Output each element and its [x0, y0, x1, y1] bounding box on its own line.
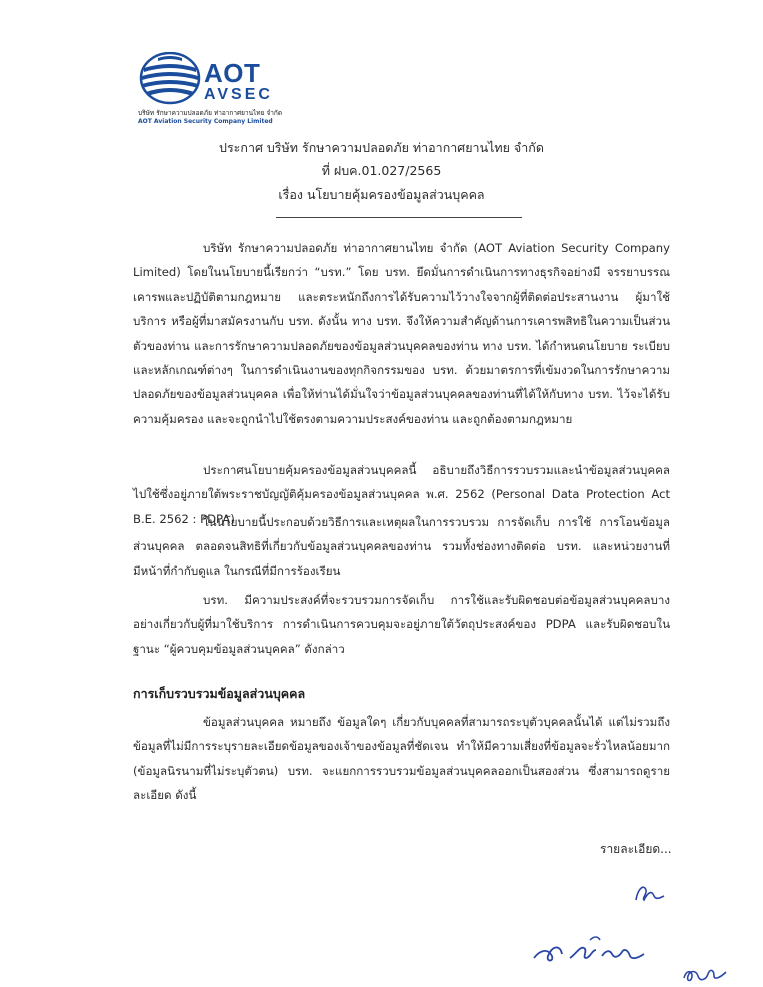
corner-initials-icon — [680, 962, 730, 986]
paragraph-text: บริษัท รักษาความปลอดภัย ท่าอากาศยานไทย จำกัด (AOT Aviation Security Company Limited) โดยในนโยบายนี้เรียกว่า “บรท.” โดย บรท. ยึดมั่นการดำเนินการทางธุรกิจอย่างมี จรรยาบรรณ เคารพและปฏิบัติตามกฎหมาย และตระหนักถึงการได้รับความไว้วางใจจากผู้ที่ติดต่อประสานงาน ผู้มาใช้บริการ หรือผู้ที่มาสมัครงานกับ บรท. ดังนั้น ทาง บรท. จึงให้ความสำคัญด้านการเคารพสิทธิในความเป็นส่วนตัวของท่าน และการรักษาความปลอดภัยของข้อมูลส่วนบุคคลของท่าน ทาง บรท. ได้กำหนดนโยบาย ระเบียบ และหลักเกณฑ์ต่างๆ ในการดำเนินงานของทุกกิจกรรมของ บรท. ด้วยมาตรการที่เข้มงวดในการรักษาความปลอดภัยของข้อมูลส่วนบุคคล เพื่อให้ท่านได้มั่นใจว่าข้อมูลส่วนบุคคลของท่านที่ได้ให้กับทาง บรท. ไว้จะได้รับความคุ้มครอง และจะถูกนำไปใช้ตรงตามความประสงค์ของท่าน และถูกต้องตามกฎหมาย — [133, 241, 670, 426]
paragraph-text: บรท. มีความประสงค์ที่จะรวบรวมการจัดเก็บ การใช้และรับผิดชอบต่อข้อมูลส่วนบุคคลบางอย่างเกี่ยวกับผู้ที่มาใช้บริการ การดำเนินการควบคุมจะอยู่ภายใต้วัตถุประสงค์ของ PDPA และรับผิดชอบในฐานะ “ผู้ควบคุมข้อมูลส่วนบุคคล” ดังกล่าว — [133, 593, 670, 656]
section-heading: การเก็บรวบรวมข้อมูลส่วนบุคคล — [133, 686, 306, 701]
body-paragraph-3 — [133, 510, 670, 583]
logo-english-name: AOT Aviation Security Company Limited — [138, 118, 273, 125]
section-paragraph-1 — [133, 710, 670, 808]
paragraph-text: ข้อมูลส่วนบุคคล หมายถึง ข้อมูลใดๆ เกี่ยวกับบุคคลที่สามารถระบุตัวบุคคลนั้นได้ แต่ไม่รวมถึงข้อมูลที่ไม่มีการระบุรายละเอียดข้อมูลของเจ้าของข้อมูลที่ชัดเจน ทำให้มีความเสี่ยงที่ข้อมูลจะรั่วไหลน้อยมาก (ข้อมูลนิรนามที่ไม่ระบุตัวตน) บรท. จะแยกการรวบรวมข้อมูลส่วนบุคคลออกเป็นสองส่วน ซึ่งสามารถดูรายละเอียด ดังนี้ — [133, 715, 670, 803]
initials-signature-icon — [630, 880, 670, 906]
header-divider — [276, 217, 522, 218]
body-paragraph-1 — [133, 236, 670, 431]
announcement-reference: ที่ ฝบค.01.027/2565 — [321, 163, 442, 178]
globe-logo-icon — [138, 52, 202, 108]
paragraph-text: ในนโยบายนี้ประกอบด้วยวิธีการและเหตุผลในการรวบรวม การจัดเก็บ การใช้ การโอนข้อมูลส่วนบุคคล ตลอดจนสิทธิที่เกี่ยวกับข้อมูลส่วนบุคคลของท่าน รวมทั้งช่องทางติดต่อ บรท. และหน่วยงานที่มีหน้าที่กำกับดูแล ในกรณีที่มีการร้องเรียน — [133, 515, 670, 578]
paragraph-text: ประกาศนโยบายคุ้มครองข้อมูลส่วนบุคคลนี้ อธิบายถึงวิธีการรวบรวมและนำข้อมูลส่วนบุคคลไปใช้ซึ่งอยู่ภายใต้พระราชบัญญัติคุ้มครองข้อมูลส่วนบุคคล พ.ศ. 2562 (Personal Data Protection Act B.E. 2562 : PDPA) — [133, 463, 670, 526]
logo-aot-text: AOT — [204, 58, 261, 88]
logo-thai-name: บริษัท รักษาความปลอดภัย ท่าอากาศยานไทย จำกัด — [138, 109, 283, 117]
announcement-title: ประกาศ บริษัท รักษาความปลอดภัย ท่าอากาศยานไทย จำกัด — [219, 140, 544, 155]
main-signature-icon — [530, 928, 650, 968]
logo-avsec-text: AVSEC — [204, 86, 273, 103]
continued-label: รายละเอียด... — [600, 842, 672, 856]
body-paragraph-4 — [133, 588, 670, 661]
announcement-subject: เรื่อง นโยบายคุ้มครองข้อมูลส่วนบุคคล — [278, 187, 485, 202]
company-logo — [138, 52, 283, 132]
